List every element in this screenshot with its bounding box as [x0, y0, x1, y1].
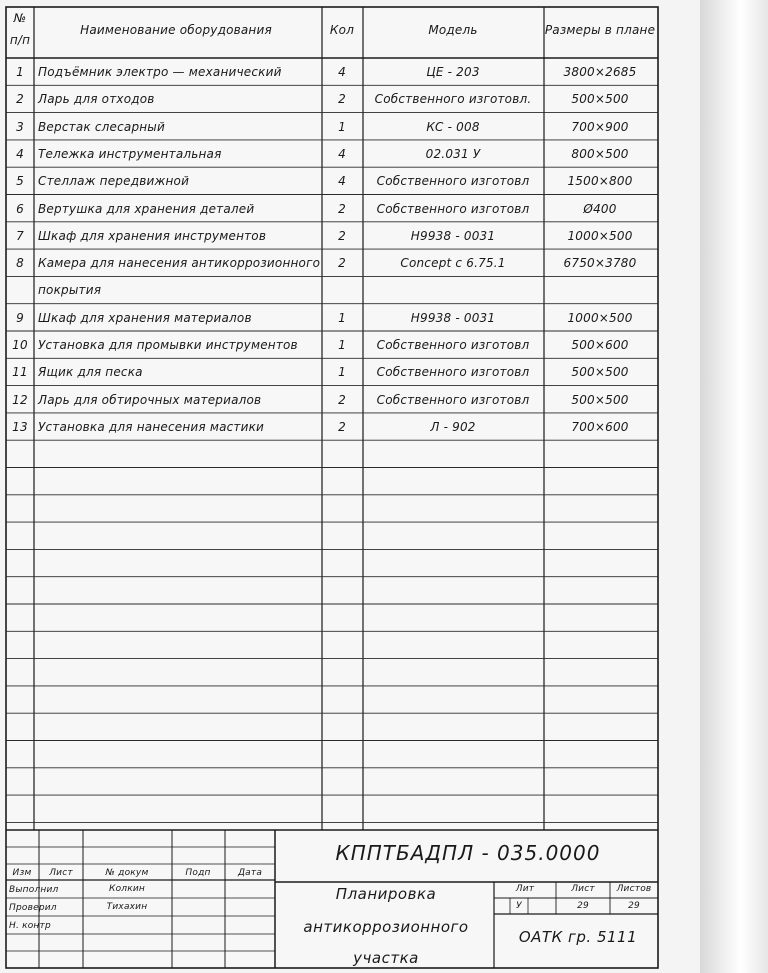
cell-n: 7 [16, 228, 24, 243]
cell-n: 10 [12, 338, 28, 352]
title-line-3: участка [353, 949, 419, 967]
doc-code: КППТБАДПЛ - 035.0000 [335, 841, 601, 865]
cell-name: Шкаф для хранения материалов [38, 310, 252, 325]
cell-name: Верстак слесарный [38, 119, 165, 134]
cell-size: 700×600 [571, 419, 629, 434]
cell-size: 500×600 [571, 338, 629, 352]
cell-model: Собственного изготовл [376, 365, 530, 380]
cell-name: Ларь для обтирочных материалов [38, 392, 262, 407]
cell-model: Л - 902 [430, 419, 476, 434]
header-qty: Кол [329, 23, 355, 37]
cell-n: 11 [12, 365, 28, 380]
cell-n: 4 [16, 146, 24, 161]
cell-size: 1500×800 [567, 174, 633, 189]
cell-size: 3800×2685 [563, 65, 637, 79]
cell-n: 8 [16, 256, 24, 271]
performed-name: Колкин [108, 884, 146, 894]
cell-model: Н9938 - 0031 [410, 310, 496, 325]
cell-name: Установка для промывки инструментов [38, 338, 298, 352]
cell-model: Собственного изготовл [376, 201, 530, 216]
cell-n: 2 [16, 92, 24, 107]
cell-name: покрытия [38, 283, 102, 298]
lit-label: Лит [515, 884, 535, 894]
sheets-label: Листов [616, 884, 652, 894]
cell-size: 500×500 [571, 392, 629, 407]
cell-size: 1000×500 [567, 228, 633, 243]
cell-qty: 2 [338, 256, 346, 271]
header-name: Наименование оборудования [80, 23, 272, 37]
sheet-value: 29 [577, 901, 589, 911]
cell-model: Собственного изготовл [376, 338, 530, 352]
cell-name: Подъёмник электро — механический [38, 65, 282, 79]
cell-n: 13 [12, 419, 28, 434]
cell-size: 1000×500 [567, 310, 633, 325]
sheets-value: 29 [628, 901, 640, 911]
header-size: Размеры в плане [544, 23, 656, 37]
cell-model: Собственного изготовл. [374, 92, 532, 107]
lit-value: У [516, 901, 522, 911]
title-line-2: антикоррозионного [303, 918, 469, 936]
cell-size: 500×500 [571, 92, 629, 107]
cell-name: Камера для нанесения антикоррозионного [38, 256, 321, 271]
cell-n: 3 [16, 119, 24, 134]
cell-qty: 1 [338, 365, 346, 380]
cell-model: ЦЕ - 203 [426, 65, 480, 79]
col-date: Дата [237, 868, 263, 878]
cell-qty: 4 [338, 174, 346, 189]
header-num-sub: п/п [9, 33, 31, 47]
cell-model: Собственного изготовл [376, 174, 530, 189]
cell-name: Тележка инструментальная [38, 146, 222, 161]
cell-model: Собственного изготовл [376, 392, 530, 407]
cell-name: Ящик для песка [38, 365, 143, 380]
cell-size: 6750×3780 [563, 256, 637, 271]
cell-model: Concept c 6.75.1 [400, 256, 506, 271]
cell-size: Ø400 [583, 201, 617, 216]
cell-qty: 4 [338, 146, 346, 161]
cell-qty: 1 [338, 310, 346, 325]
cell-name: Шкаф для хранения инструментов [38, 228, 267, 243]
cell-n: 6 [16, 201, 24, 216]
col-doc: № докум [105, 868, 149, 878]
cell-qty: 2 [338, 419, 346, 434]
col-sign: Подп [185, 868, 211, 878]
cell-name: Стеллаж передвижной [38, 174, 190, 189]
checked-label: Проверил [9, 903, 57, 913]
title-line-1: Планировка [335, 885, 437, 903]
cell-qty: 2 [338, 201, 346, 216]
norm-label: Н. контр [9, 921, 51, 931]
col-list: Лист [49, 868, 73, 878]
header-model: Модель [428, 23, 478, 37]
org-group: ОАТК гр. 5111 [518, 928, 638, 946]
cell-model: КС - 008 [426, 119, 480, 134]
performed-label: Выполнил [9, 885, 59, 895]
cell-name: Установка для нанесения мастики [38, 419, 265, 434]
header-num: № [13, 11, 27, 25]
cell-qty: 2 [338, 92, 346, 107]
cell-qty: 4 [338, 65, 346, 79]
cell-n: 1 [16, 65, 24, 79]
cell-name: Ларь для отходов [38, 92, 155, 107]
checked-name: Тихахин [106, 902, 148, 912]
cell-name: Вертушка для хранения деталей [38, 201, 255, 216]
cell-qty: 2 [338, 392, 346, 407]
col-izm: Изм [12, 868, 32, 878]
cell-size: 700×900 [571, 119, 629, 134]
cell-size: 800×500 [571, 146, 629, 161]
cell-qty: 1 [338, 338, 346, 352]
cell-model: Н9938 - 0031 [410, 228, 496, 243]
cell-n: 9 [16, 310, 24, 325]
cell-model: 02.031 У [425, 146, 481, 161]
cell-size: 500×500 [571, 365, 629, 380]
sheet-label: Лист [571, 884, 595, 894]
cell-qty: 2 [338, 228, 346, 243]
cell-qty: 1 [338, 119, 346, 134]
cell-n: 12 [12, 392, 28, 407]
cell-n: 5 [16, 174, 24, 189]
